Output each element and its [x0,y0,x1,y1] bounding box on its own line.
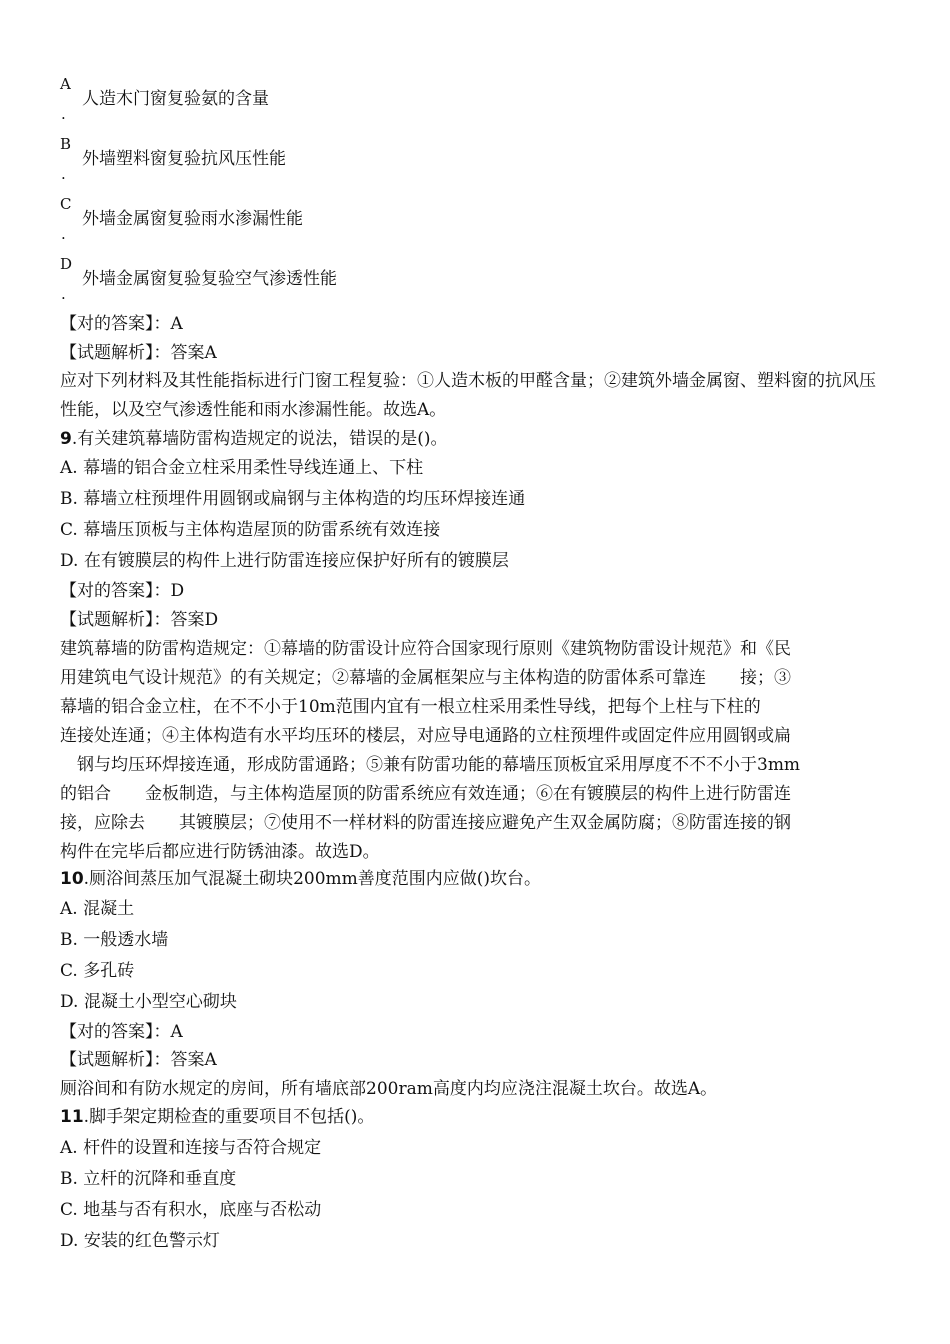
q10-option-a: A. 混凝土 [60,899,135,919]
option-text: 人造木门窗复验氨的含量 [82,89,269,109]
q9-option-a: A. 幕墙的铝合金立柱采用柔性导线连通上、下柱 [60,458,424,478]
q8-analysis: 应对下列材料及其性能指标进行门窗工程复验：①人造木板的甲醛含量；②建筑外墙金属窗、塑料窗的抗风压性能，以及空气渗透性能和雨水渗漏性能。故选A。 [60,371,876,420]
option-letter: D [60,255,73,273]
q8-analysis-label: 【试题解析】：答案A [60,343,217,363]
q9-option-c: C. 幕墙压顶板与主体构造屋顶的防雷系统有效连接 [60,520,441,540]
q8-option-a [0,76,950,136]
q9-analysis-line: 连接处连通；④主体构造有水平均压环的楼层，对应导电通路的立柱预埋件或固定件应用圆钢或扁 [60,726,791,746]
q11-option-d: D. 安装的红色警示灯 [60,1231,220,1251]
q9-analysis-line: 的铝合 金板制造，与主体构造屋顶的防雷系统应有效连通；⑥在有镀膜层的构件上进行防雷连 [60,784,791,804]
option-dot: . [61,285,66,303]
q8-options [0,76,950,316]
question-text: .厕浴间蒸压加气混凝土砌块200mm善度范围内应做()坎台。 [83,869,542,889]
question-text: .脚手架定期检查的重要项目不包括()。 [83,1107,375,1127]
q10-option-b: B. 一般透水墙 [60,930,169,950]
question-number: 9 [60,429,72,449]
q8-answer: 【对的答案】：A [60,314,183,334]
q9-option-d: D. 在有镀膜层的构件上进行防雷连接应保护好所有的镀膜层 [60,551,509,571]
q11-stem [60,1106,374,1128]
q10-stem [60,868,541,890]
q11-option-b: B. 立杆的沉降和垂直度 [60,1169,237,1189]
q11-option-c: C. 地基与否有积水，底座与否松动 [60,1200,322,1220]
q10-analysis-label: 【试题解析】：答案A [60,1050,217,1070]
option-text: 外墙金属窗复验复验空气渗透性能 [82,269,337,289]
q9-analysis-line: 幕墙的铝合金立柱，在不不小于10m范围内宜有一根立柱采用柔性导线，把每个上柱与下柱的 [60,697,761,717]
q11-option-a: A. 杆件的设置和连接与否符合规定 [60,1138,322,1158]
q9-answer: 【对的答案】：D [60,581,185,601]
q10-option-c: C. 多孔砖 [60,961,135,981]
question-number: 10 [60,869,84,889]
q9-analysis-line: 用建筑电气设计规范》的有关规定；②幕墙的金属框架应与主体构造的防雷体系可靠连 接；③ [60,668,791,688]
q9-option-b: B. 幕墙立柱预埋件用圆钢或扁钢与主体构造的均压环焊接连通 [60,489,526,509]
q9-analysis-line: 钢与均压环焊接连通，形成防雷通路；⑤兼有防雷功能的幕墙压顶板宜采用厚度不不不小于3mm [60,755,801,775]
option-dot: . [61,105,66,123]
option-dot: . [61,225,66,243]
q9-analysis-line: 建筑幕墙的防雷构造规定：①幕墙的防雷设计应符合国家现行原则《建筑物防雷设计规范》和《民 [60,639,791,659]
option-text: 外墙金属窗复验雨水渗漏性能 [82,209,303,229]
q9-analysis-line: 构件在完毕后都应进行防锈油漆。故选D。 [60,842,380,862]
q9-analysis-line: 接，应除去 其镀膜层；⑦使用不一样材料的防雷连接应避免产生双金属防腐；⑧防雷连接的钢 [60,813,791,833]
q10-answer: 【对的答案】：A [60,1022,183,1042]
q10-option-d: D. 混凝土小型空心砌块 [60,992,237,1012]
question-text: .有关建筑幕墙防雷构造规定的说法，错误的是()。 [71,429,448,449]
q8-option-d [0,256,950,316]
q10-analysis: 厕浴间和有防水规定的房间，所有墙底部200ram高度内均应浇注混凝土坎台。故选A。 [60,1079,718,1099]
q9-stem [60,428,448,450]
option-letter: A [60,75,71,93]
q9-analysis-label: 【试题解析】：答案D [60,610,219,630]
question-number: 11 [60,1107,84,1127]
q8-option-c [0,196,950,256]
q8-option-b [0,136,950,196]
option-dot: . [61,165,66,183]
option-text: 外墙塑料窗复验抗风压性能 [82,149,286,169]
option-letter: C [60,195,72,213]
option-letter: B [60,135,72,153]
